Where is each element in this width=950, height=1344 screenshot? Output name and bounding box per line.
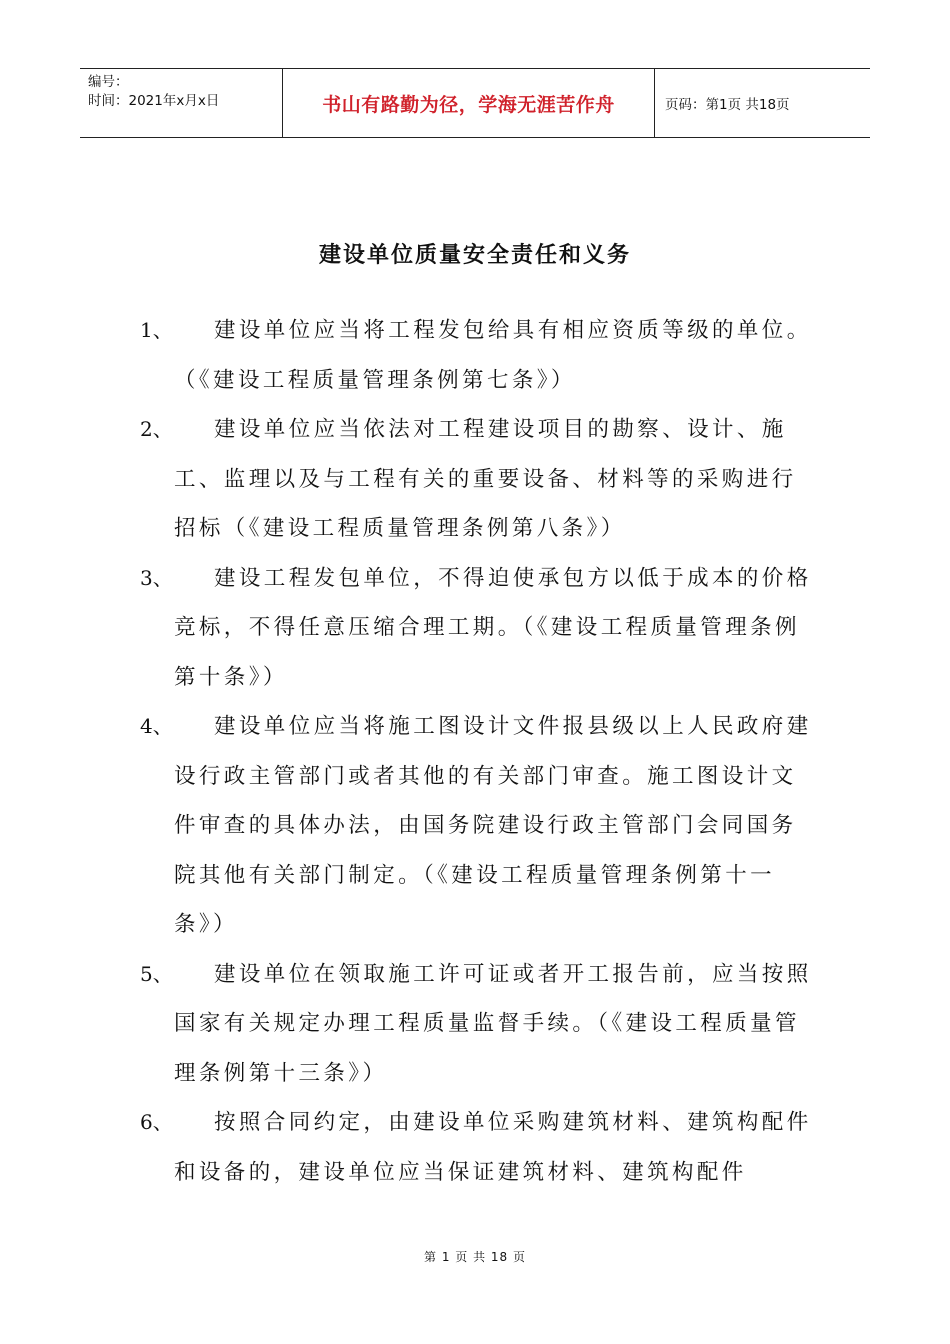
document-title: 建设单位质量安全责任和义务 [318, 242, 631, 268]
header-motto-cell [283, 69, 655, 137]
item-text: 建设单位在领取施工许可证或者开工报告前，应当按照国家有关规定办理工程质量监督手续。（《建设工程质量管理条例第十三条》） [174, 961, 812, 1086]
header-page-cell [655, 69, 870, 137]
item-number: 5、 [140, 961, 173, 986]
item-number: 6、 [140, 1110, 173, 1134]
list-item [140, 1098, 820, 1197]
item-number: 1、 [140, 318, 173, 342]
list-item [140, 554, 820, 703]
item-text: 建设工程发包单位，不得迫使承包方以低于成本的价格竞标，不得任意压缩合理工期。（《建设工程质量管理条例第十条》） [174, 565, 812, 690]
item-list [140, 306, 820, 1197]
item-text: 按照合同约定，由建设单位采购建筑材料、建筑构配件和设备的，建设单位应当保证建筑材料、建筑构配件 [174, 1110, 812, 1185]
page-info: 页码：第1页 共18页 [665, 97, 790, 113]
list-item [140, 950, 820, 1099]
item-text: 建设单位应当依法对工程建设项目的勘察、设计、施工、监理以及与工程有关的重要设备、材料等的采购进行招标（《建设工程质量管理条例第八条》） [174, 417, 797, 541]
motto-text: 书山有路勤为径，学海无涯苦作舟 [322, 93, 615, 116]
item-text: 建设单位应当将施工图设计文件报县级以上人民政府建设行政主管部门或者其他的有关部门审查。施工图设计文件审查的具体办法，由国务院建设行政主管部门会同国务院其他有关部门制定。（《建设工程质量管理条例第十一条》） [174, 714, 812, 937]
list-item [140, 702, 820, 950]
item-number: 4、 [140, 714, 173, 738]
list-item [140, 306, 820, 405]
time-label: 时间：2021年x月x日 [88, 93, 220, 109]
page-header [80, 68, 870, 138]
header-meta-cell [80, 69, 283, 137]
page-footer: 第 1 页 共 18 页 [424, 1250, 526, 1264]
number-label: 编号： [88, 74, 129, 90]
item-number: 2、 [140, 417, 173, 441]
item-number: 3、 [140, 565, 173, 590]
list-item [140, 405, 820, 554]
item-text: 建设单位应当将工程发包给具有相应资质等级的单位。（《建设工程质量管理条例第七条》） [174, 318, 812, 393]
